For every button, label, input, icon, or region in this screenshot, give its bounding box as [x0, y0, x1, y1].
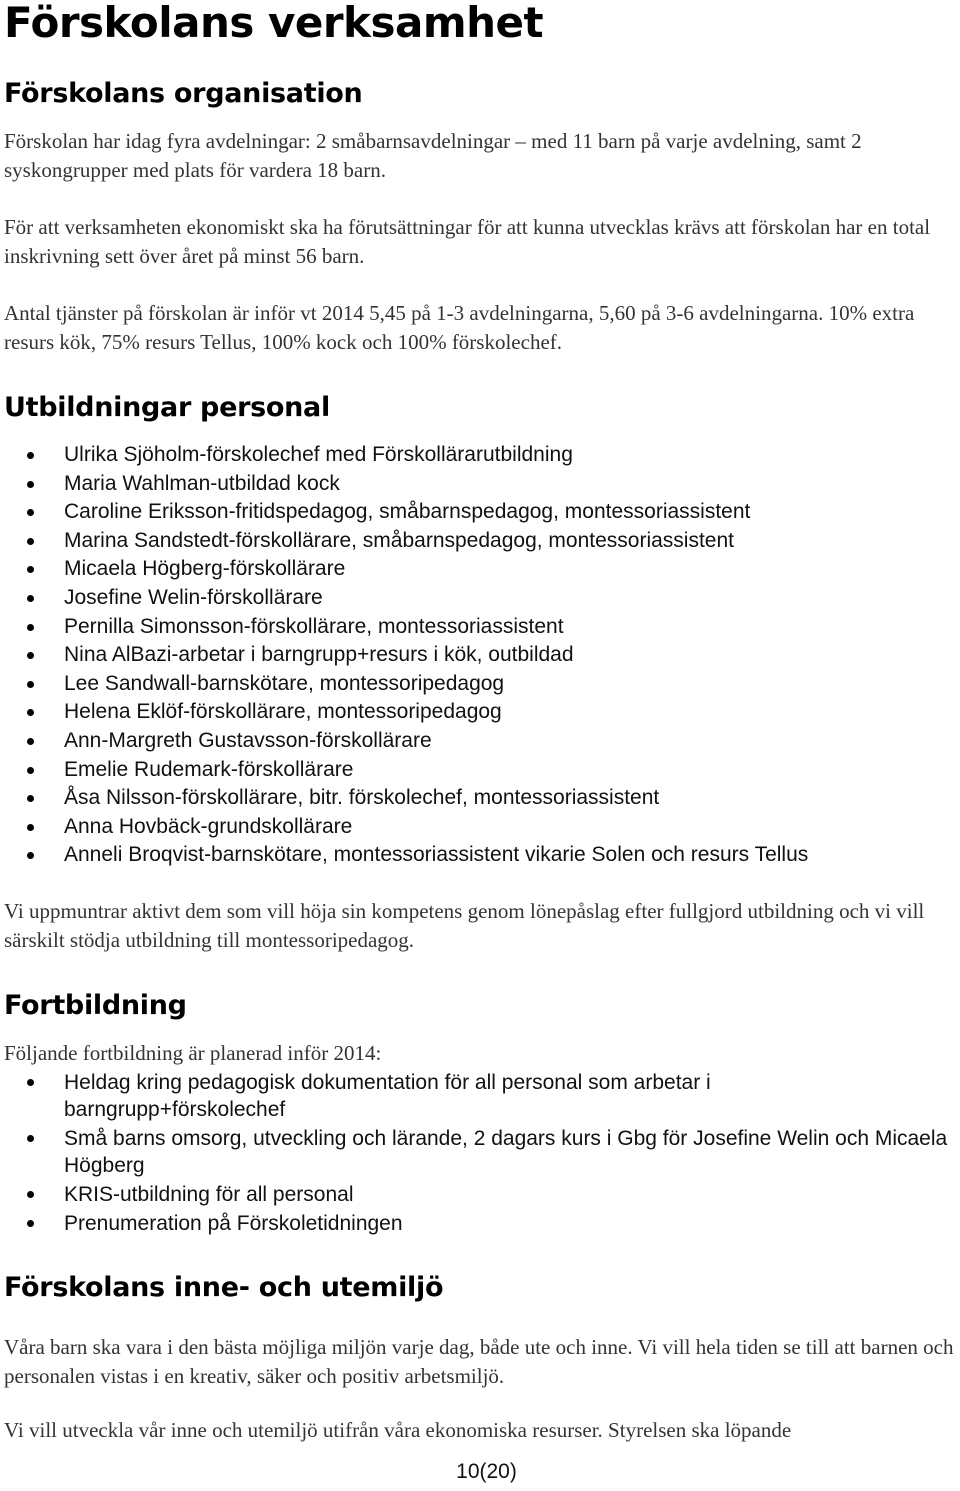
list-item: Helena Eklöf-förskollärare, montessoripedagog — [0, 698, 960, 727]
environment-paragraph-2: Vi vill utveckla vår inne och utemiljö utifrån våra ekonomiska resurser. Styrelsen ska löpande — [4, 1418, 792, 1442]
training-list — [0, 1069, 960, 1239]
list-item: Pernilla Simonsson-förskollärare, montessoriassistent — [0, 613, 960, 642]
list-item: Åsa Nilsson-förskollärare, bitr. förskolechef, montessoriassistent — [0, 784, 960, 813]
page-title: Förskolans verksamhet — [4, 0, 544, 47]
list-item: Emelie Rudemark-förskollärare — [0, 756, 960, 785]
list-item: Heldag kring pedagogisk dokumentation för all personal som arbetar i barngrupp+förskolechef — [0, 1069, 864, 1123]
list-item: Caroline Eriksson-fritidspedagog, småbarnspedagog, montessoriassistent — [0, 498, 960, 527]
staff-closing-paragraph: Vi uppmuntrar aktivt dem som vill höja sin kompetens genom lönepåslag efter fullgjord utbildning och vi vill särskilt stödja utbildning till montessoripedagog. — [4, 899, 925, 952]
list-item: Maria Wahlman-utbildad kock — [0, 470, 960, 499]
list-item: Anneli Broqvist-barnskötare, montessoriassistent vikarie Solen och resurs Tellus — [0, 841, 960, 870]
list-item: Små barns omsorg, utveckling och lärande, 2 dagars kurs i Gbg för Josefine Welin och Micaela Högberg — [0, 1125, 960, 1179]
list-item: Ann-Margreth Gustavsson-förskollärare — [0, 727, 960, 756]
environment-heading: Förskolans inne- och utemiljö — [4, 1272, 444, 1303]
list-item: Josefine Welin-förskollärare — [0, 584, 960, 613]
organisation-heading: Förskolans organisation — [4, 78, 363, 109]
organisation-paragraph-1: Förskolan har idag fyra avdelningar: 2 småbarnsavdelningar – med 11 barn på varje avdelning, samt 2 syskongrupper med plats för vardera 18 barn. — [4, 129, 862, 182]
organisation-paragraph-3: Antal tjänster på förskolan är inför vt 2014 5,45 på 1-3 avdelningarna, 5,60 på 3-6 avdelningarna. 10% extra resurs kök, 75% resurs Tellus, 100% kock och 100% förskolechef. — [4, 301, 915, 354]
list-item: Prenumeration på Förskoletidningen — [0, 1210, 960, 1237]
page-number: 10(20) — [456, 1460, 517, 1483]
list-item: Nina AlBazi-arbetar i barngrupp+resurs i kök, outbildad — [0, 641, 960, 670]
training-heading: Fortbildning — [4, 990, 187, 1021]
list-item: Micaela Högberg-förskollärare — [0, 555, 960, 584]
organisation-paragraph-2: För att verksamheten ekonomiskt ska ha förutsättningar för att kunna utvecklas krävs att förskolan har en total inskrivning sett över året på minst 56 barn. — [4, 215, 931, 268]
staff-heading: Utbildningar personal — [4, 392, 330, 423]
list-item: Anna Hovbäck-grundskollärare — [0, 813, 960, 842]
list-item: Lee Sandwall-barnskötare, montessoripedagog — [0, 670, 960, 699]
list-item: KRIS-utbildning för all personal — [0, 1181, 960, 1208]
staff-list — [0, 441, 960, 870]
list-item: Marina Sandstedt-förskollärare, småbarnspedagog, montessoriassistent — [0, 527, 960, 556]
list-item: Ulrika Sjöholm-förskolechef med Förskollärarutbildning — [0, 441, 960, 470]
environment-paragraph-1: Våra barn ska vara i den bästa möjliga miljön varje dag, både ute och inne. Vi vill hela tiden se till att barnen och personalen vistas i en kreativ, säker och positiv arbetsmiljö. — [4, 1335, 954, 1388]
training-intro: Följande fortbildning är planerad inför 2014: — [4, 1041, 382, 1065]
